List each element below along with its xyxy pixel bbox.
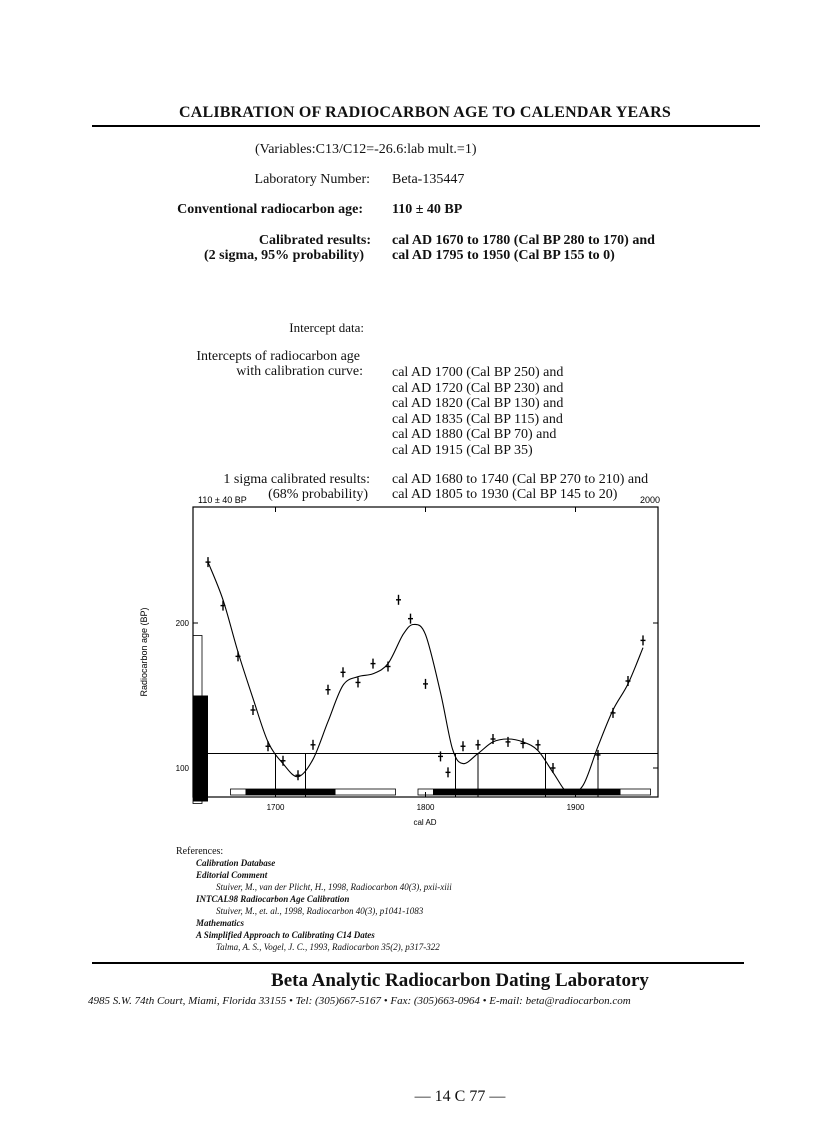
- reference-line: Calibration Database: [196, 858, 276, 868]
- sigma1-range-bar: [433, 789, 621, 795]
- corner-right-label: 2000: [640, 495, 661, 505]
- reference-line: INTCAL98 Radiocarbon Age Calibration: [196, 894, 350, 904]
- lab-number-value: Beta-135447: [392, 172, 465, 187]
- x-tick-label: 1700: [266, 803, 285, 812]
- reference-line: Talma, A. S., Vogel, J. C., 1993, Radiocarbon 35(2), p317-322: [216, 942, 440, 952]
- reference-line: A Simplified Approach to Calibrating C14 Dates: [196, 930, 375, 940]
- references-list: [176, 857, 452, 953]
- calibrated-label-1: Calibrated results:: [258, 233, 371, 248]
- reference-line: Stuiver, M., et. al., 1998, Radiocarbon 40(3), p1041-1083: [216, 906, 424, 916]
- calibration-chart: [0, 490, 820, 830]
- x-axis-label: cal AD: [413, 818, 437, 827]
- intercept-line: cal AD 1720 (Cal BP 230) and: [392, 380, 564, 396]
- intercepts-list: [392, 365, 563, 458]
- lab-number-label: Laboratory Number:: [254, 172, 370, 187]
- corner-left-label: 110 ± 40 BP: [198, 495, 247, 505]
- y-axis-label: Radiocarbon age (BP): [139, 607, 149, 697]
- intercept-line: cal AD 1835 (Cal BP 115) and: [392, 411, 563, 427]
- footer-rule: [92, 962, 744, 964]
- sigma1-range-bar: [246, 789, 336, 795]
- calibration-curve: [208, 562, 643, 793]
- age-1sigma-bar: [193, 696, 208, 802]
- intercepts-label-1: Intercepts of radiocarbon age: [196, 349, 360, 364]
- variables-line: (Variables:C13/C12=-26.6:lab mult.=1): [255, 142, 477, 157]
- y-tick-label: 100: [175, 764, 189, 773]
- page-title: CALIBRATION OF RADIOCARBON AGE TO CALENDAR YEARS: [178, 104, 672, 121]
- reference-line: Mathematics: [196, 918, 245, 928]
- calibrated-result-1: cal AD 1670 to 1780 (Cal BP 280 to 170) and: [392, 233, 655, 248]
- x-tick-label: 1900: [566, 803, 585, 812]
- one-sigma-label-2: (68% probability): [268, 487, 368, 502]
- intercept-line: cal AD 1880 (Cal BP 70) and: [392, 427, 557, 442]
- conv-age-value: 110 ± 40 BP: [392, 202, 463, 217]
- one-sigma-result-1: cal AD 1680 to 1740 (Cal BP 270 to 210) and: [392, 472, 649, 487]
- intercept-line: cal AD 1915 (Cal BP 35): [392, 442, 533, 458]
- y-tick-label: 200: [175, 619, 189, 628]
- references-heading: References:: [176, 846, 224, 857]
- one-sigma-result-2: cal AD 1805 to 1930 (Cal BP 145 to 20): [392, 487, 618, 502]
- page-number: — 14 C 77 —: [414, 1088, 506, 1105]
- lab-address: 4985 S.W. 74th Court, Miami, Florida 33155 • Tel: (305)667-5167 • Fax: (305)663-0964 • E-mail: beta@radiocarbon.com: [88, 995, 631, 1007]
- calibrated-label-2: (2 sigma, 95% probability): [204, 248, 364, 263]
- one-sigma-label-1: 1 sigma calibrated results:: [223, 472, 370, 487]
- intercepts-label-2: with calibration curve:: [236, 364, 363, 379]
- conv-age-label: Conventional radiocarbon age:: [177, 202, 363, 217]
- x-tick-label: 1800: [416, 803, 435, 812]
- reference-line: Editorial Comment: [196, 870, 268, 880]
- intercept-line: cal AD 1820 (Cal BP 130) and: [392, 396, 564, 411]
- references-block: [176, 846, 452, 953]
- title-rule: [92, 125, 760, 127]
- intercept-data-label: Intercept data:: [289, 320, 364, 335]
- calibrated-result-2: cal AD 1795 to 1950 (Cal BP 155 to 0): [392, 248, 615, 263]
- reference-line: Stuiver, M., van der Plicht, H., 1998, Radiocarbon 40(3), pxii-xiii: [216, 882, 452, 892]
- lab-name: Beta Analytic Radiocarbon Dating Laboratory: [271, 970, 649, 991]
- intercept-line: cal AD 1700 (Cal BP 250) and: [392, 365, 564, 380]
